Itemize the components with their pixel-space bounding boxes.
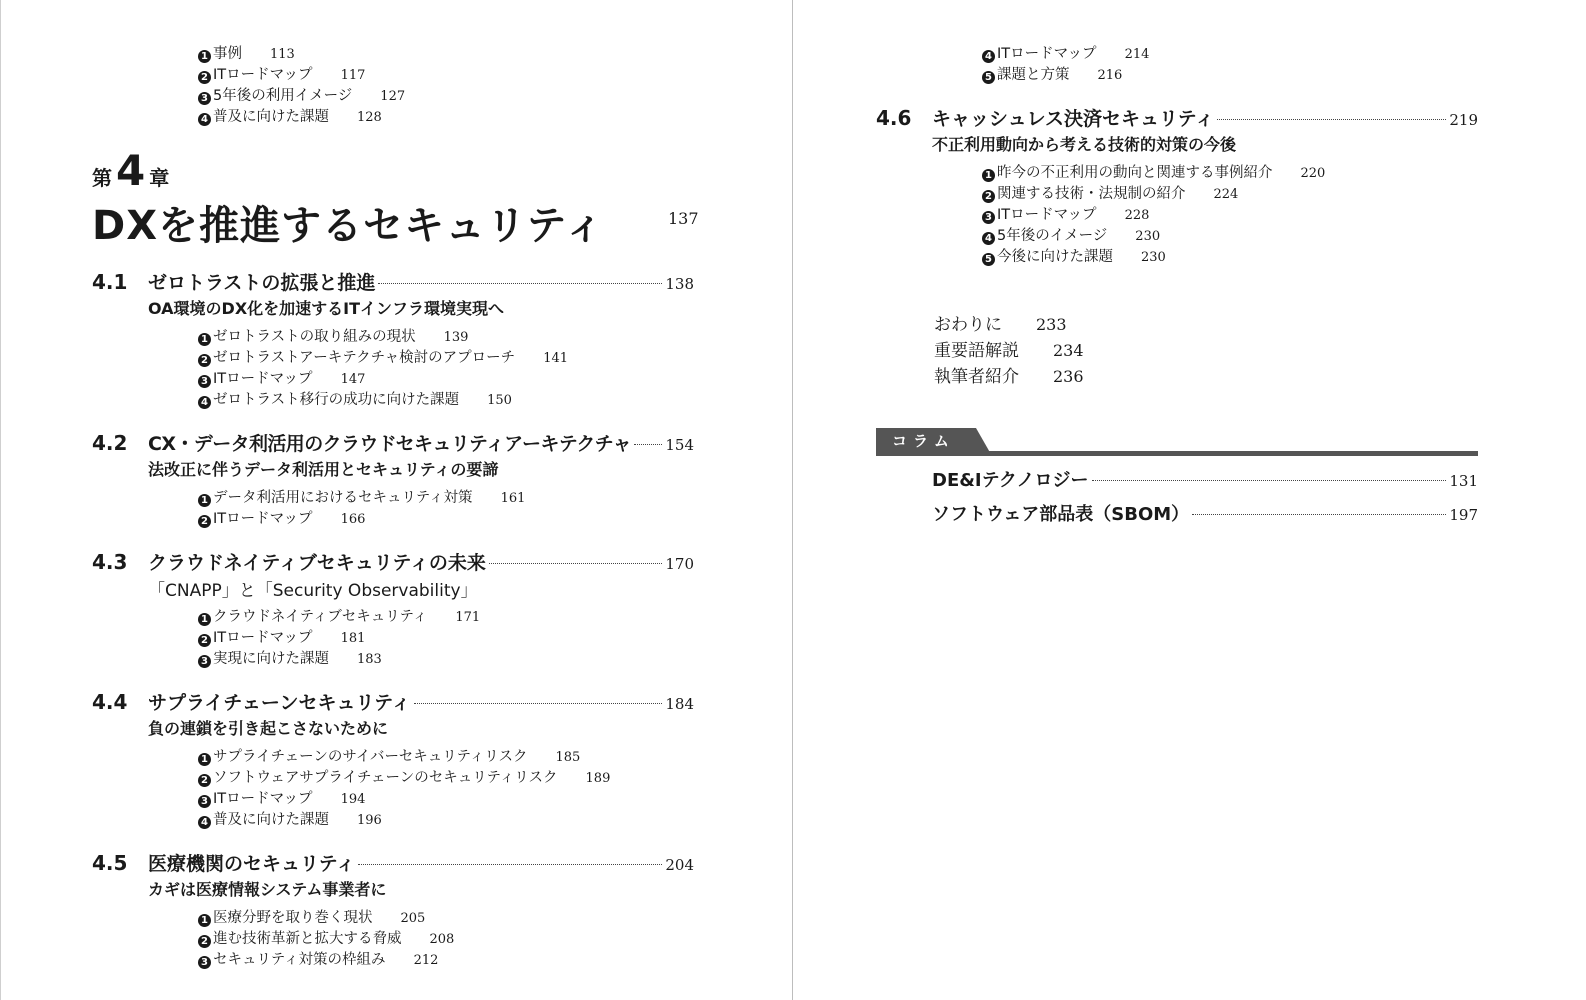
item-text: 5年後の利用イメージ: [213, 88, 353, 104]
column-entry-title: ソフトウェア部品表（SBOM）: [932, 504, 1190, 525]
number-badge: 4: [982, 232, 995, 245]
back-matter-afterword: [934, 310, 1067, 335]
chapter-page: 137: [668, 209, 699, 228]
back-matter-page: 234: [1053, 341, 1084, 360]
toc-item: [198, 808, 382, 829]
number-badge: 2: [198, 71, 211, 84]
item-page: 147: [340, 372, 366, 387]
section-title: サプライチェーンセキュリティ: [148, 692, 411, 714]
item-page: 189: [585, 771, 611, 786]
item-page: 224: [1213, 187, 1239, 202]
column-entry-page: 131: [1449, 472, 1478, 490]
toc-item: [198, 605, 480, 626]
page-edge: [0, 0, 1, 1000]
section-number: 4.2: [92, 431, 128, 455]
section-page: 204: [665, 856, 694, 874]
toc-item: [198, 63, 365, 84]
item-text: ゼロトラストの取り組みの現状: [213, 329, 416, 345]
toc-item: [198, 105, 382, 126]
dot-leader: [1192, 514, 1446, 515]
item-text: ITロードマップ: [213, 511, 313, 527]
toc-item: [982, 63, 1122, 84]
item-text: 医療分野を取り巻く現状: [213, 910, 373, 926]
number-badge: 2: [198, 634, 211, 647]
section-subtitle: カギは医療情報システム事業者に: [148, 880, 387, 899]
back-matter-text: おわりに: [934, 315, 1002, 335]
number-badge: 3: [198, 956, 211, 969]
item-page: 117: [340, 68, 366, 83]
item-page: 196: [357, 813, 382, 828]
chapter-digit: 4: [116, 146, 146, 195]
back-matter-text: 執筆者紹介: [934, 367, 1019, 387]
item-text: データ利活用におけるセキュリティ対策: [213, 490, 473, 506]
dot-leader: [1092, 480, 1447, 481]
section-number: 4.5: [92, 851, 128, 875]
number-badge: 3: [198, 375, 211, 388]
section-subtitle: 不正利用動向から考える技術的対策の今後: [932, 135, 1237, 154]
section-subtitle: 「CNAPP」と「Security Observability」: [148, 581, 478, 601]
item-page: 128: [357, 110, 382, 125]
section-page: 170: [665, 555, 694, 573]
column-entry: [932, 466, 1478, 492]
toc-item: [198, 787, 365, 808]
dot-leader: [1217, 119, 1446, 120]
back-matter-page: 233: [1036, 315, 1067, 334]
toc-item: [198, 84, 405, 105]
chapter-title: DXを推進するセキュリティ: [92, 203, 606, 249]
item-text: 進む技術革新と拡大する脅威: [213, 931, 402, 947]
column-entry: [932, 500, 1478, 526]
toc-item: [198, 745, 580, 766]
item-page: 230: [1135, 229, 1161, 244]
section-subtitle: 負の連鎖を引き起こさないために: [148, 719, 389, 738]
chapter-suffix: 章: [149, 166, 170, 190]
number-badge: 1: [198, 494, 211, 507]
item-text: サプライチェーンのサイバーセキュリティリスク: [213, 749, 528, 765]
item-text: 課題と方策: [997, 67, 1070, 83]
dot-leader: [634, 444, 662, 445]
item-page: 214: [1124, 47, 1150, 62]
toc-item: [198, 626, 365, 647]
toc-item: [198, 647, 382, 668]
item-page: 185: [555, 750, 581, 765]
section-heading-4-2: [92, 429, 694, 456]
item-text: ゼロトラストアーキテクチャ検討のアプローチ: [213, 350, 516, 366]
item-text: クラウドネイティブセキュリティ: [213, 609, 428, 625]
section-page: 138: [665, 275, 694, 293]
number-badge: 2: [198, 354, 211, 367]
toc-item: [198, 42, 295, 63]
item-page: 212: [413, 953, 439, 968]
section-title: ゼロトラストの拡張と推進: [148, 272, 376, 294]
number-badge: 3: [198, 92, 211, 105]
section-heading-4-3: [92, 548, 694, 575]
item-text: ゼロトラスト移行の成功に向けた課題: [213, 392, 460, 408]
item-text: セキュリティ対策の枠組み: [213, 952, 386, 968]
section-heading-4-5: [92, 849, 694, 876]
toc-item: [982, 203, 1149, 224]
section-heading-4-4: [92, 688, 694, 715]
back-matter-authors: [934, 362, 1084, 387]
item-text: ITロードマップ: [213, 371, 313, 387]
toc-item: [982, 245, 1166, 266]
toc-item: [198, 927, 454, 948]
item-page: 205: [400, 911, 426, 926]
toc-item: [198, 367, 365, 388]
item-page: 113: [270, 47, 295, 62]
toc-item: [198, 948, 438, 969]
section-number: 4.3: [92, 550, 128, 574]
item-page: 183: [357, 652, 382, 667]
section-number: 4.6: [876, 106, 912, 130]
back-matter-glossary: [934, 336, 1084, 361]
number-badge: 3: [982, 211, 995, 224]
item-text: ITロードマップ: [997, 207, 1097, 223]
toc-item: [982, 161, 1325, 182]
number-badge: 5: [982, 253, 995, 266]
number-badge: 4: [198, 113, 211, 126]
item-text: ITロードマップ: [213, 67, 313, 83]
item-page: 139: [443, 330, 469, 345]
dot-leader: [489, 563, 663, 564]
section-title: CX・データ利活用のクラウドセキュリティアーキテクチャ: [148, 433, 632, 455]
number-badge: 1: [198, 333, 211, 346]
item-page: 127: [380, 89, 406, 104]
item-text: ITロードマップ: [997, 46, 1097, 62]
item-text: ソフトウェアサプライチェーンのセキュリティリスク: [213, 770, 558, 786]
number-badge: 1: [198, 914, 211, 927]
toc-item: [198, 325, 468, 346]
number-badge: 1: [198, 50, 211, 63]
section-heading-4-6: [876, 104, 1478, 131]
item-text: ITロードマップ: [213, 791, 313, 807]
item-text: 5年後のイメージ: [997, 228, 1108, 244]
section-title: 医療機関のセキュリティ: [148, 853, 356, 875]
item-page: 216: [1097, 68, 1123, 83]
item-page: 141: [543, 351, 569, 366]
toc-item: [198, 486, 525, 507]
item-text: 昨今の不正利用の動向と関連する事例紹介: [997, 165, 1273, 181]
toc-item: [982, 42, 1149, 63]
number-badge: 2: [982, 190, 995, 203]
number-badge: 2: [198, 515, 211, 528]
section-title: クラウドネイティブセキュリティの未来: [148, 552, 486, 574]
number-badge: 3: [198, 795, 211, 808]
number-badge: 1: [198, 753, 211, 766]
number-badge: 2: [198, 774, 211, 787]
section-page: 154: [665, 436, 694, 454]
toc-item: [198, 346, 568, 367]
section-subtitle: OA環境のDX化を加速するITインフラ環境実現へ: [148, 299, 505, 318]
item-text: ITロードマップ: [213, 630, 313, 646]
section-number: 4.1: [92, 270, 128, 294]
dot-leader: [378, 283, 662, 284]
toc-item: [198, 766, 610, 787]
back-matter-text: 重要語解説: [934, 341, 1019, 361]
dot-leader: [358, 864, 662, 865]
item-page: 208: [429, 932, 455, 947]
number-badge: 5: [982, 71, 995, 84]
toc-item: [982, 224, 1160, 245]
section-page: 184: [665, 695, 694, 713]
back-matter-page: 236: [1053, 367, 1084, 386]
number-badge: 2: [198, 935, 211, 948]
item-page: 220: [1300, 166, 1326, 181]
item-page: 194: [340, 792, 366, 807]
item-page: 150: [487, 393, 512, 408]
chapter-prefix: 第: [92, 166, 112, 190]
number-badge: 1: [198, 613, 211, 626]
column-rule: [876, 451, 1478, 456]
item-page: 181: [340, 631, 366, 646]
section-page: 219: [1449, 111, 1478, 129]
toc-item: [198, 507, 365, 528]
section-title: キャッシュレス決済セキュリティ: [932, 108, 1215, 130]
toc-item: [198, 906, 425, 927]
chapter-number: [92, 146, 169, 195]
item-page: 161: [500, 491, 526, 506]
section-number: 4.4: [92, 690, 128, 714]
item-page: 230: [1141, 250, 1166, 265]
toc-item: [982, 182, 1238, 203]
item-text: 実現に向けた課題: [213, 651, 329, 667]
section-heading-4-1: [92, 268, 694, 295]
item-text: 普及に向けた課題: [213, 812, 329, 828]
number-badge: 3: [198, 655, 211, 668]
book-spine: [792, 0, 793, 1000]
column-label: コラム: [892, 432, 955, 450]
toc-item: [198, 388, 512, 409]
section-subtitle: 法改正に伴うデータ利活用とセキュリティの要諦: [148, 460, 499, 479]
item-text: 普及に向けた課題: [213, 109, 329, 125]
item-text: 関連する技術・法規制の紹介: [997, 186, 1186, 202]
dot-leader: [414, 703, 663, 704]
item-page: 166: [340, 512, 366, 527]
column-entry-page: 197: [1449, 506, 1478, 524]
item-page: 228: [1124, 208, 1150, 223]
item-text: 事例: [213, 46, 242, 62]
number-badge: 4: [982, 50, 995, 63]
item-text: 今後に向けた課題: [997, 249, 1113, 265]
column-entry-title: DE&Iテクノロジー: [932, 470, 1089, 491]
item-page: 171: [455, 610, 481, 625]
number-badge: 4: [198, 816, 211, 829]
number-badge: 4: [198, 396, 211, 409]
number-badge: 1: [982, 169, 995, 182]
